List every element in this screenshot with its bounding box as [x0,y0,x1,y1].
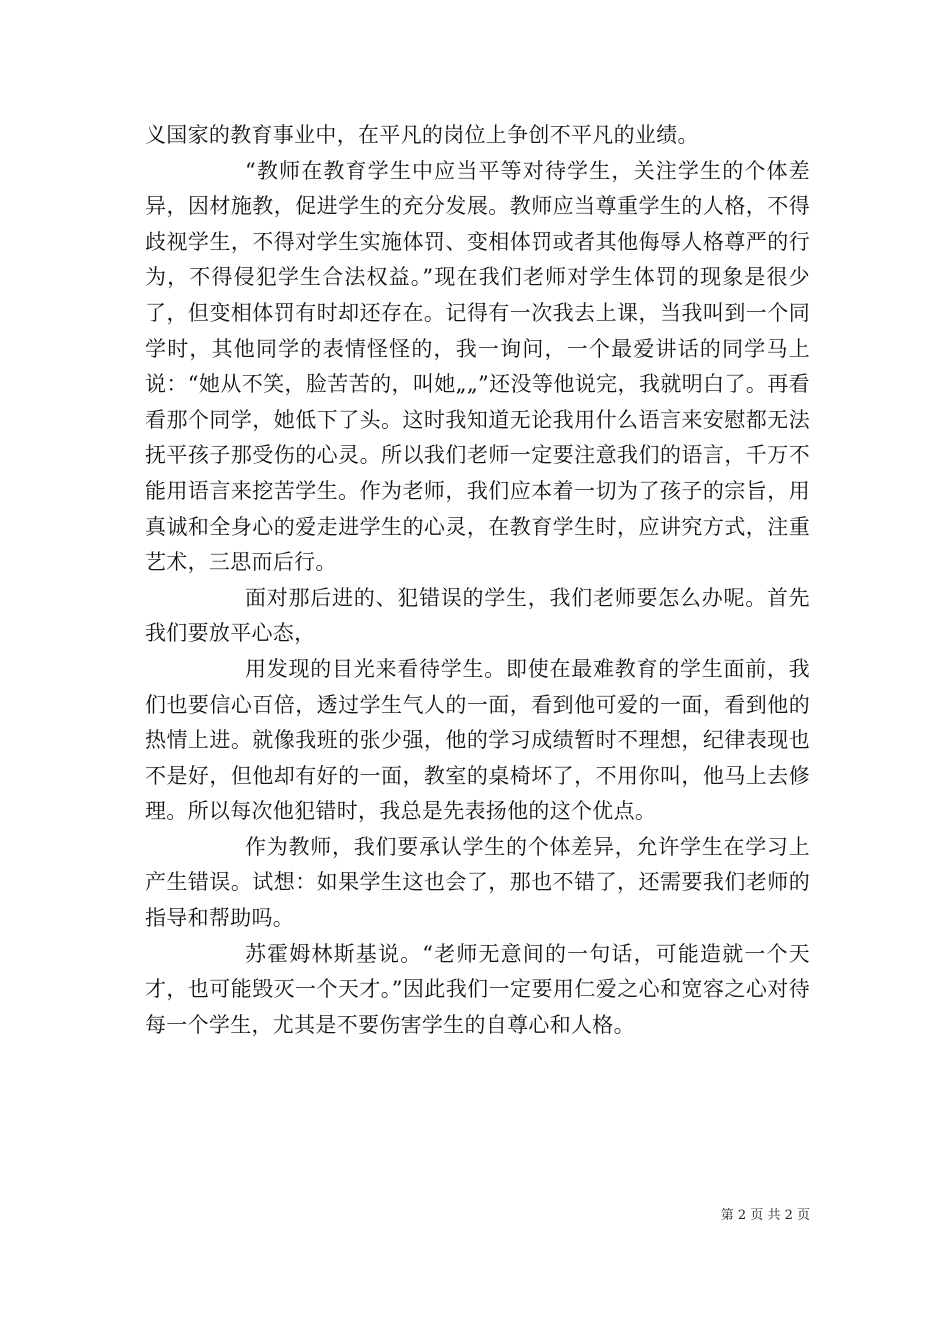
document-body [145,118,810,1043]
paragraph-5: 作为教师，我们要承认学生的个体差异，允许学生在学习上产生错误。试想：如果学生这也会了，那也不错了，还需要我们老师的指导和帮助吗。 [145,834,810,931]
paragraph-3: 面对那后进的、犯错误的学生，我们老师要怎么办呢。首先我们要放平心态， [145,585,810,646]
paragraph-4: 用发现的目光来看待学生。即使在最难教育的学生面前，我们也要信心百倍，透过学生气人的一面，看到他可爱的一面，看到他的热情上进。就像我班的张少强，他的学习成绩暂时不理想，纪律表现也不是好，但他却有好的一面，教室的桌椅坏了，不用你叫，他马上去修理。所以每次他犯错时，我总是先表扬他的这个优点。 [145,656,810,824]
paragraph-1: 义国家的教育事业中，在平凡的岗位上争创不平凡的业绩。 [145,123,699,147]
paragraph-2: “教师在教育学生中应当平等对待学生，关注学生的个体差异，因材施教，促进学生的充分发展。教师应当尊重学生的人格，不得歧视学生，不得对学生实施体罚、变相体罚或者其他侮辱人格尊严的行为，不得侵犯学生合法权益。”现在我们老师对学生体罚的现象是很少了，但变相体罚有时却还存在。记得有一次我去上课，当我叫到一个同学时，其他同学的表情怪怪的，我一询问，一个最爱讲话的同学马上说：“她从不笑，脸苦苦的，叫她„„”还没等他说完，我就明白了。再看看那个同学，她低下了头。这时我知道无论我用什么语言来安慰都无法抚平孩子那受伤的心灵。所以我们老师一定要注意我们的语言，千万不能用语言来挖苦学生。作为老师，我们应本着一切为了孩子的宗旨，用真诚和全身心的爱走进学生的心灵，在教育学生时，应讲究方式，注重艺术，三思而后行。 [145,158,810,575]
page-number: 第 2 页 共 2 页 [720,1208,810,1223]
paragraph-6: 苏霍姆林斯基说。“老师无意间的一句话，可能造就一个天才，也可能毁灭一个天才。”因此我们一定要用仁爱之心和宽容之心对待每一个学生，尤其是不要伤害学生的自尊心和人格。 [145,941,810,1037]
